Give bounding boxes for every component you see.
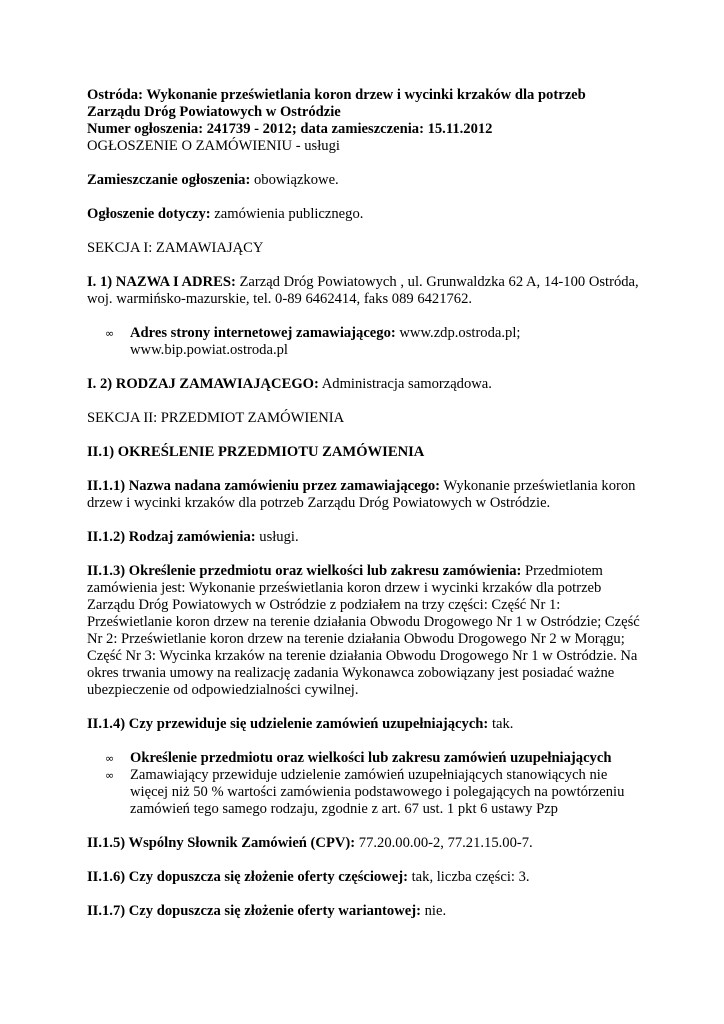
i2-value: Administracja samorządowa. (318, 376, 492, 392)
ii12-paragraph (87, 529, 647, 546)
placement-value: obowiązkowe. (250, 172, 339, 188)
concerns-paragraph (87, 206, 647, 223)
ii17-value: nie. (420, 903, 447, 919)
ii15-label: II.1.5) Wspólny Słownik Zamówień (CPV): (87, 835, 356, 851)
ii14-paragraph (87, 716, 647, 733)
ii17-label: II.1.7) Czy dopuszcza się złożenie oferty wariantowej: (87, 903, 421, 919)
placement-paragraph (87, 172, 647, 189)
supplementary-list (87, 750, 647, 818)
ii11-paragraph (87, 478, 647, 512)
ii13-paragraph (87, 563, 647, 699)
ii16-value: tak, liczba części: 3. (407, 869, 530, 885)
bullet-icon: ∞ (105, 327, 115, 340)
title-line-2: Zarządu Dróg Powiatowych w Ostródzie (87, 104, 341, 120)
supplementary-text: Zamawiający przewiduje udzielenie zamówień uzupełniających stanowiących nie więcej niż 50 % wartości zamówienia podstawowego i polegających na powtórzeniu zamówień tego samego rodzaju, zgodnie z art. 67 ust. 1 pkt 6 ustawy Pzp (130, 767, 625, 817)
announcement-number: Numer ogłoszenia: 241739 - 2012; data zamieszczenia: 15.11.2012 (87, 121, 493, 137)
i2-label: I. 2) RODZAJ ZAMAWIAJĄCEGO: (87, 376, 319, 392)
concerns-label: Ogłoszenie dotyczy: (87, 206, 211, 222)
i2-paragraph (87, 376, 647, 393)
ii13-label: II.1.3) Określenie przedmiotu oraz wielkości lub zakresu zamówienia: (87, 563, 522, 579)
announcement-header (87, 87, 647, 155)
ii1-title: II.1) OKREŚLENIE PRZEDMIOTU ZAMÓWIENIA (87, 444, 425, 460)
i1-label: I. 1) NAZWA I ADRES: (87, 274, 236, 290)
supplementary-heading: Określenie przedmiotu oraz wielkości lub zakresu zamówień uzupełniających (130, 750, 612, 766)
supplementary-heading-item (105, 750, 647, 767)
website-label: Adres strony internetowej zamawiającego: (130, 325, 396, 341)
bullet-icon: ∞ (105, 752, 115, 765)
supplementary-text-item (105, 767, 647, 818)
ii14-label: II.1.4) Czy przewiduje się udzielenie zamówień uzupełniających: (87, 716, 489, 732)
ii16-label: II.1.6) Czy dopuszcza się złożenie oferty częściowej: (87, 869, 408, 885)
ii11-label: II.1.1) Nazwa nadana zamówieniu przez zamawiającego: (87, 478, 441, 494)
i1-paragraph (87, 274, 647, 308)
ii13-value: Przedmiotem zamówienia jest: Wykonanie prześwietlania koron drzew i wycinki krzaków dla potrzeb Zarządu Dróg Powiatowych w Ostródzie z podziałem na trzy części: Część Nr 1: Prześwietlanie koron drzew na terenie działania Obwodu Drogowego Nr 1 w Ostródzie; Część Nr 2: Prześwietlanie koron drzew na terenie działania Obwodu Drogowego Nr 2 w Morągu; Część Nr 3: Wycinka krzaków na terenie działania Obwodu Drogowego Nr 1 w Ostródzie. Na okres trwania umowy na realizację zadania Wykonawca zobowiązany jest posiadać ważne ubezpieczenie od odpowiedzialności cywilnej. (87, 563, 640, 698)
placement-label: Zamieszczanie ogłoszenia: (87, 172, 251, 188)
section-2-title: SEKCJA II: PRZEDMIOT ZAMÓWIENIA (87, 410, 345, 426)
website-value: www.zdp.ostroda.pl; www.bip.powiat.ostroda.pl (130, 325, 521, 358)
ii15-paragraph (87, 835, 647, 852)
i1-value: Zarząd Dróg Powiatowych , ul. Grunwaldzka 62 A, 14-100 Ostróda, woj. warmińsko-mazurskie, tel. 0-89 6462414, faks 089 6421762. (87, 274, 639, 307)
website-item (105, 325, 647, 359)
concerns-value: zamówienia publicznego. (210, 206, 364, 222)
website-list (87, 325, 647, 359)
ii11-value: Wykonanie prześwietlania koron drzew i wycinki krzaków dla potrzeb Zarządu Dróg Powiatowych w Ostródzie. (87, 478, 636, 511)
ii15-value: 77.20.00.00-2, 77.21.15.00-7. (355, 835, 533, 851)
ii14-value: tak. (488, 716, 514, 732)
section-1-title: SEKCJA I: ZAMAWIAJĄCY (87, 240, 264, 256)
ii16-paragraph (87, 869, 647, 886)
bullet-icon: ∞ (105, 769, 115, 782)
ii12-value: usługi. (255, 529, 299, 545)
ii17-paragraph (87, 903, 647, 920)
announcement-type: OGŁOSZENIE O ZAMÓWIENIU - usługi (87, 138, 340, 154)
ii12-label: II.1.2) Rodzaj zamówienia: (87, 529, 256, 545)
document-content (87, 87, 647, 937)
title-line-1: Ostróda: Wykonanie prześwietlania koron drzew i wycinki krzaków dla potrzeb (87, 87, 586, 103)
